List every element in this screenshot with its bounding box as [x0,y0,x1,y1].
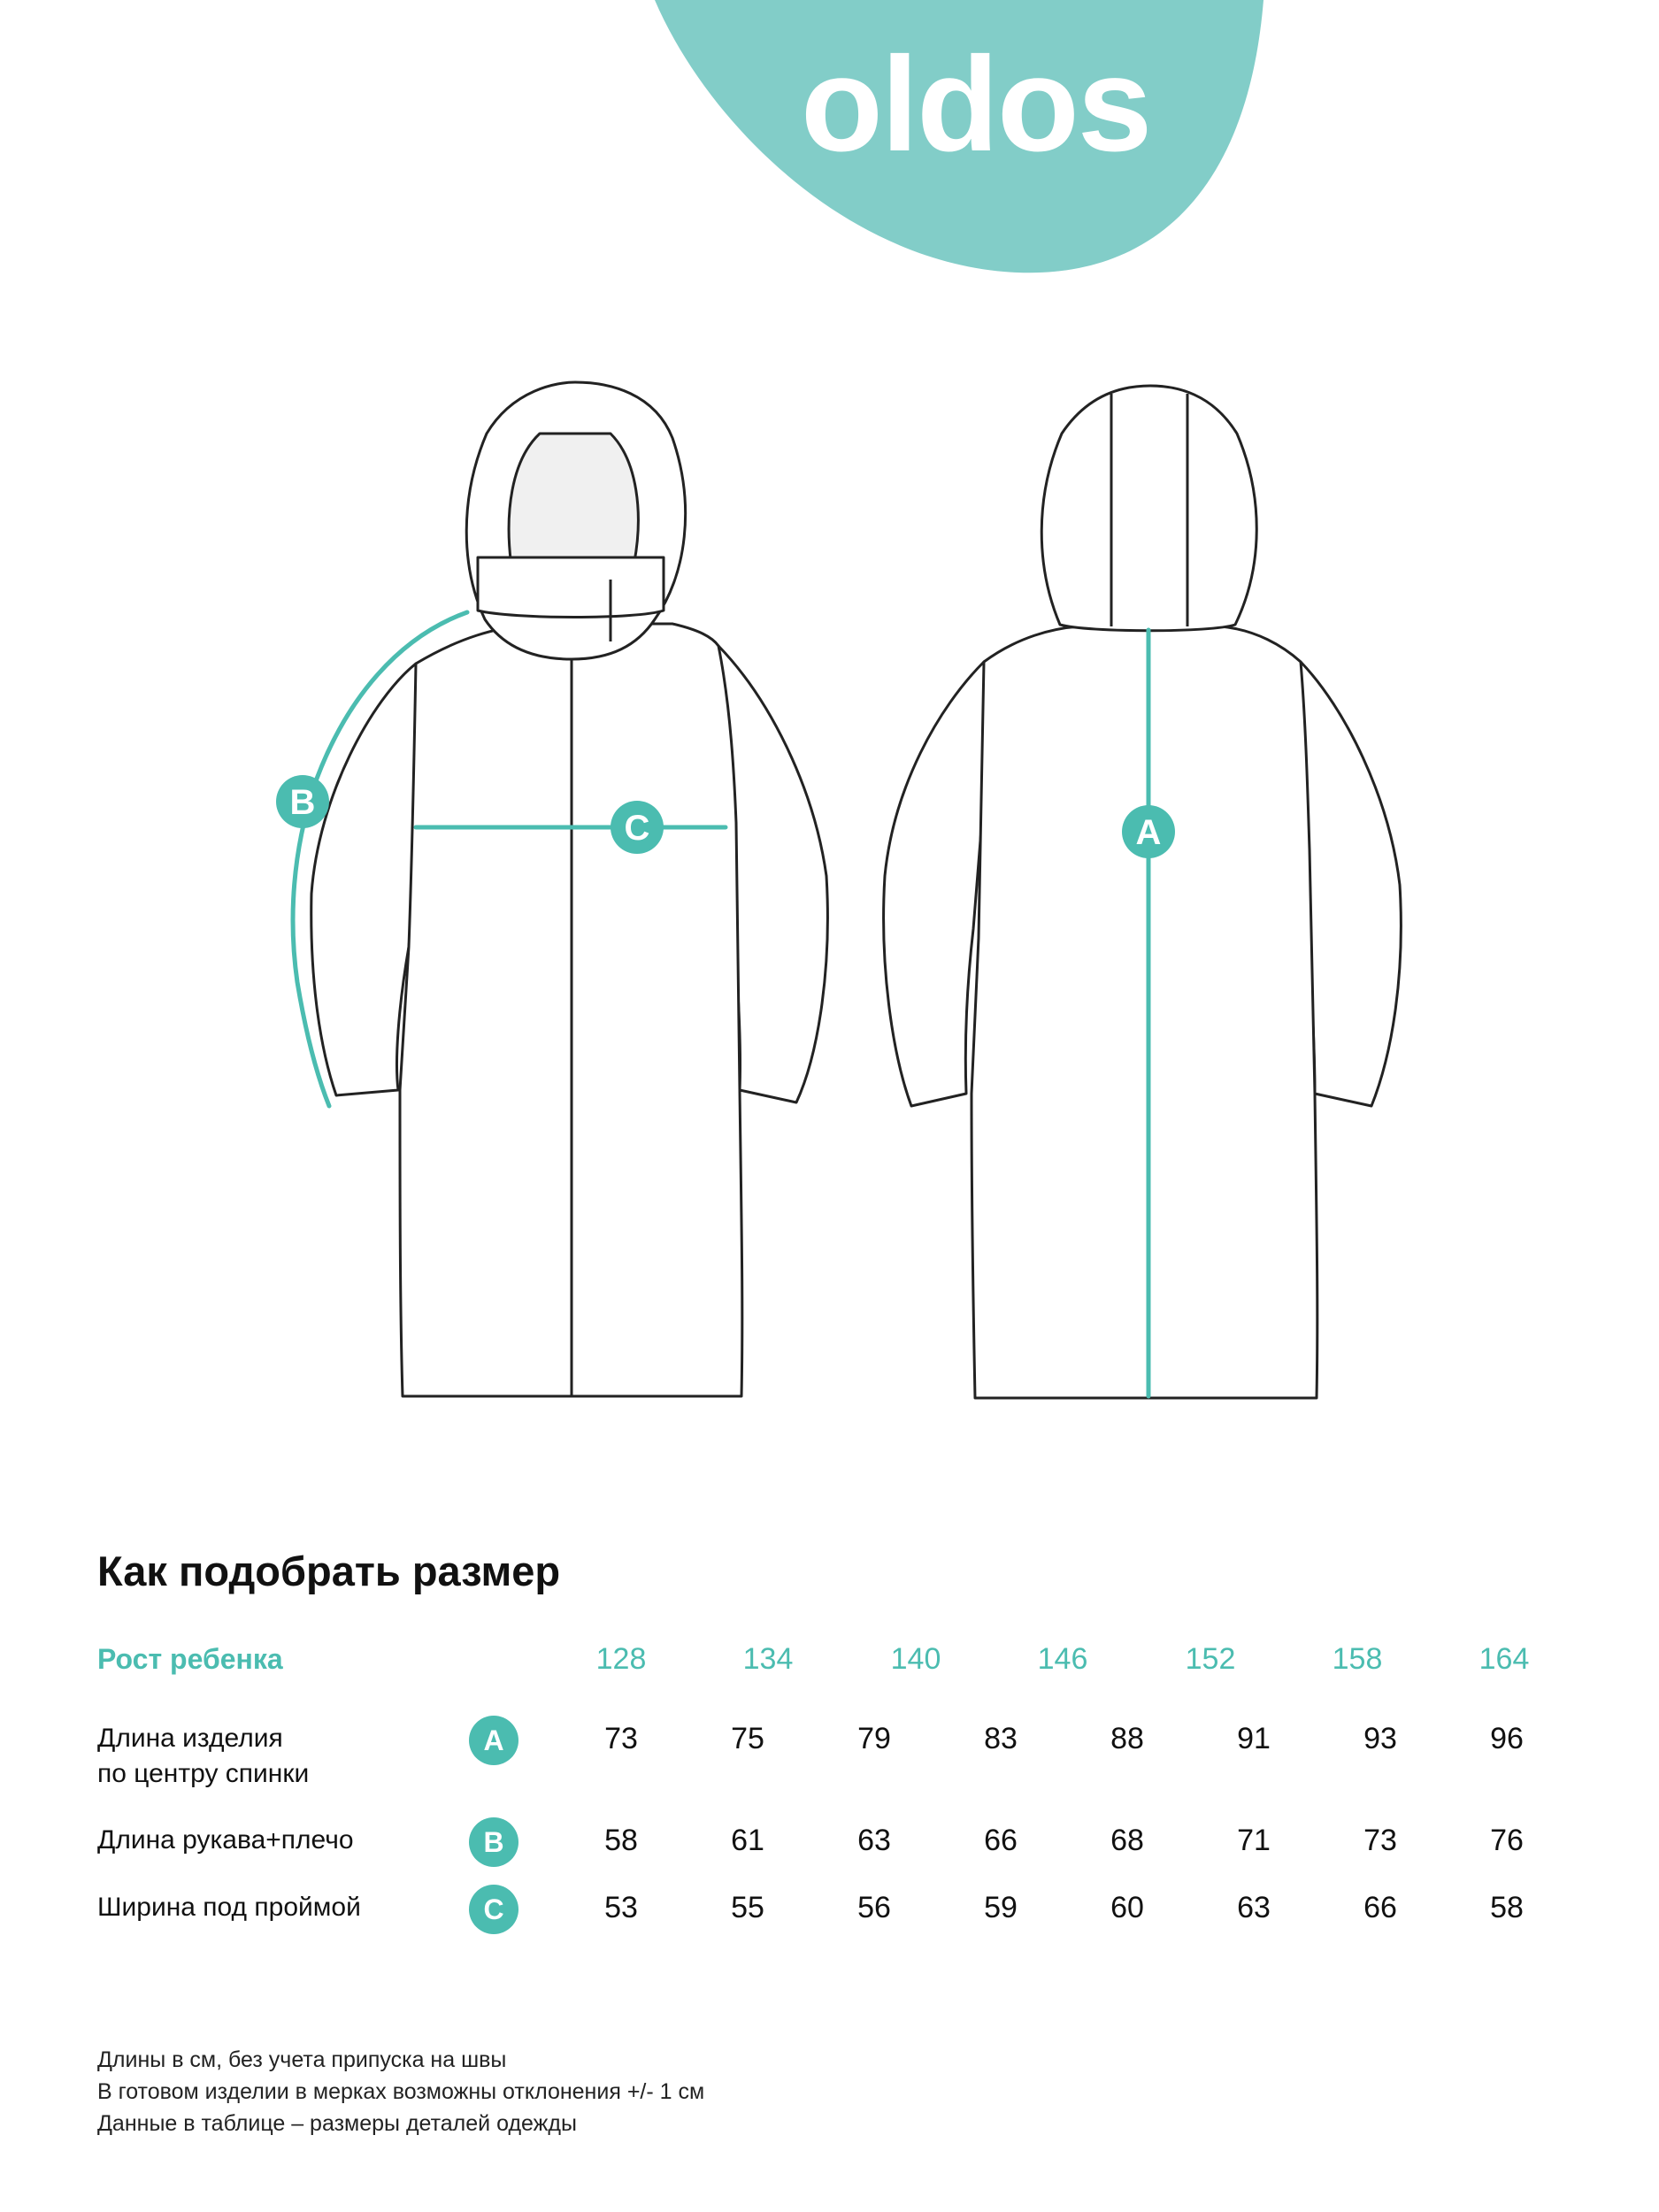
height-cell: 140 [890,1642,941,1676]
size-table-header-row [97,1641,1566,1721]
size-table-row-c [97,1890,1566,1943]
back-right-sleeve [1301,662,1401,1106]
row-b-badge: B [469,1817,518,1867]
height-cell: 152 [1185,1642,1236,1676]
height-cell: 164 [1479,1642,1530,1676]
value-cell: 56 [857,1891,891,1924]
back-body [972,626,1317,1398]
back-left-sleeve [884,662,984,1106]
row-a-label-line1: Длина изделия [97,1724,283,1753]
back-hood [1041,386,1256,631]
value-cell: 58 [1490,1891,1524,1924]
value-cell: 53 [604,1891,638,1924]
value-cell: 68 [1110,1824,1144,1857]
value-cell: 76 [1490,1824,1524,1857]
value-cell: 58 [604,1824,638,1857]
badge-a-label: A [1135,813,1162,852]
value-cell: 73 [604,1722,638,1755]
row-a-label [97,1721,309,1792]
value-cell: 79 [857,1722,891,1755]
size-table-row-b [97,1823,1566,1890]
child-height-label: Рост ребенка [97,1643,283,1675]
height-cell: 128 [595,1642,647,1676]
value-cell: 75 [731,1722,764,1755]
front-hood-opening [509,434,638,566]
row-a-badge: A [469,1716,518,1765]
badge-b-label: B [289,783,316,822]
row-b-label: Длина рукава+плечо [97,1825,354,1855]
row-c-badge: C [469,1885,518,1934]
value-cell: 93 [1363,1722,1397,1755]
footnotes [97,2044,704,2139]
footnote: Данные в таблице – размеры деталей одежды [97,2111,577,2136]
value-cell: 63 [857,1824,891,1857]
footnote: Длины в см, без учета припуска на швы [97,2047,507,2072]
value-cell: 60 [1110,1891,1144,1924]
badge-c-label: C [624,809,650,848]
size-table-row-a [97,1721,1566,1823]
value-cell: 96 [1490,1722,1524,1755]
value-cell: 55 [731,1891,764,1924]
value-cell: 71 [1237,1824,1271,1857]
footnote: В готовом изделии в мерках возможны отклонения +/- 1 см [97,2079,705,2104]
coat-front-drawing [311,382,828,1396]
coat-measurement-diagram [0,354,1659,1451]
value-cell: 66 [984,1824,1018,1857]
value-cell: 66 [1363,1891,1397,1924]
row-a-label-line2: по центру спинки [97,1759,310,1788]
value-cell: 61 [731,1824,764,1857]
value-cell: 63 [1237,1891,1271,1924]
size-table [97,1641,1566,1943]
front-hood-collar [478,557,664,618]
value-cell: 73 [1363,1824,1397,1857]
value-cell: 83 [984,1722,1018,1755]
row-c-label: Ширина под проймой [97,1893,361,1922]
value-cell: 59 [984,1891,1018,1924]
height-cell: 134 [742,1642,794,1676]
height-cell: 158 [1332,1642,1383,1676]
value-cell: 88 [1110,1722,1144,1755]
brand-logo: oldos [801,29,1151,180]
height-cell: 146 [1037,1642,1088,1676]
size-guide-title: Как подобрать размер [97,1548,561,1594]
coat-back-drawing [884,386,1402,1398]
value-cell: 91 [1237,1722,1271,1755]
